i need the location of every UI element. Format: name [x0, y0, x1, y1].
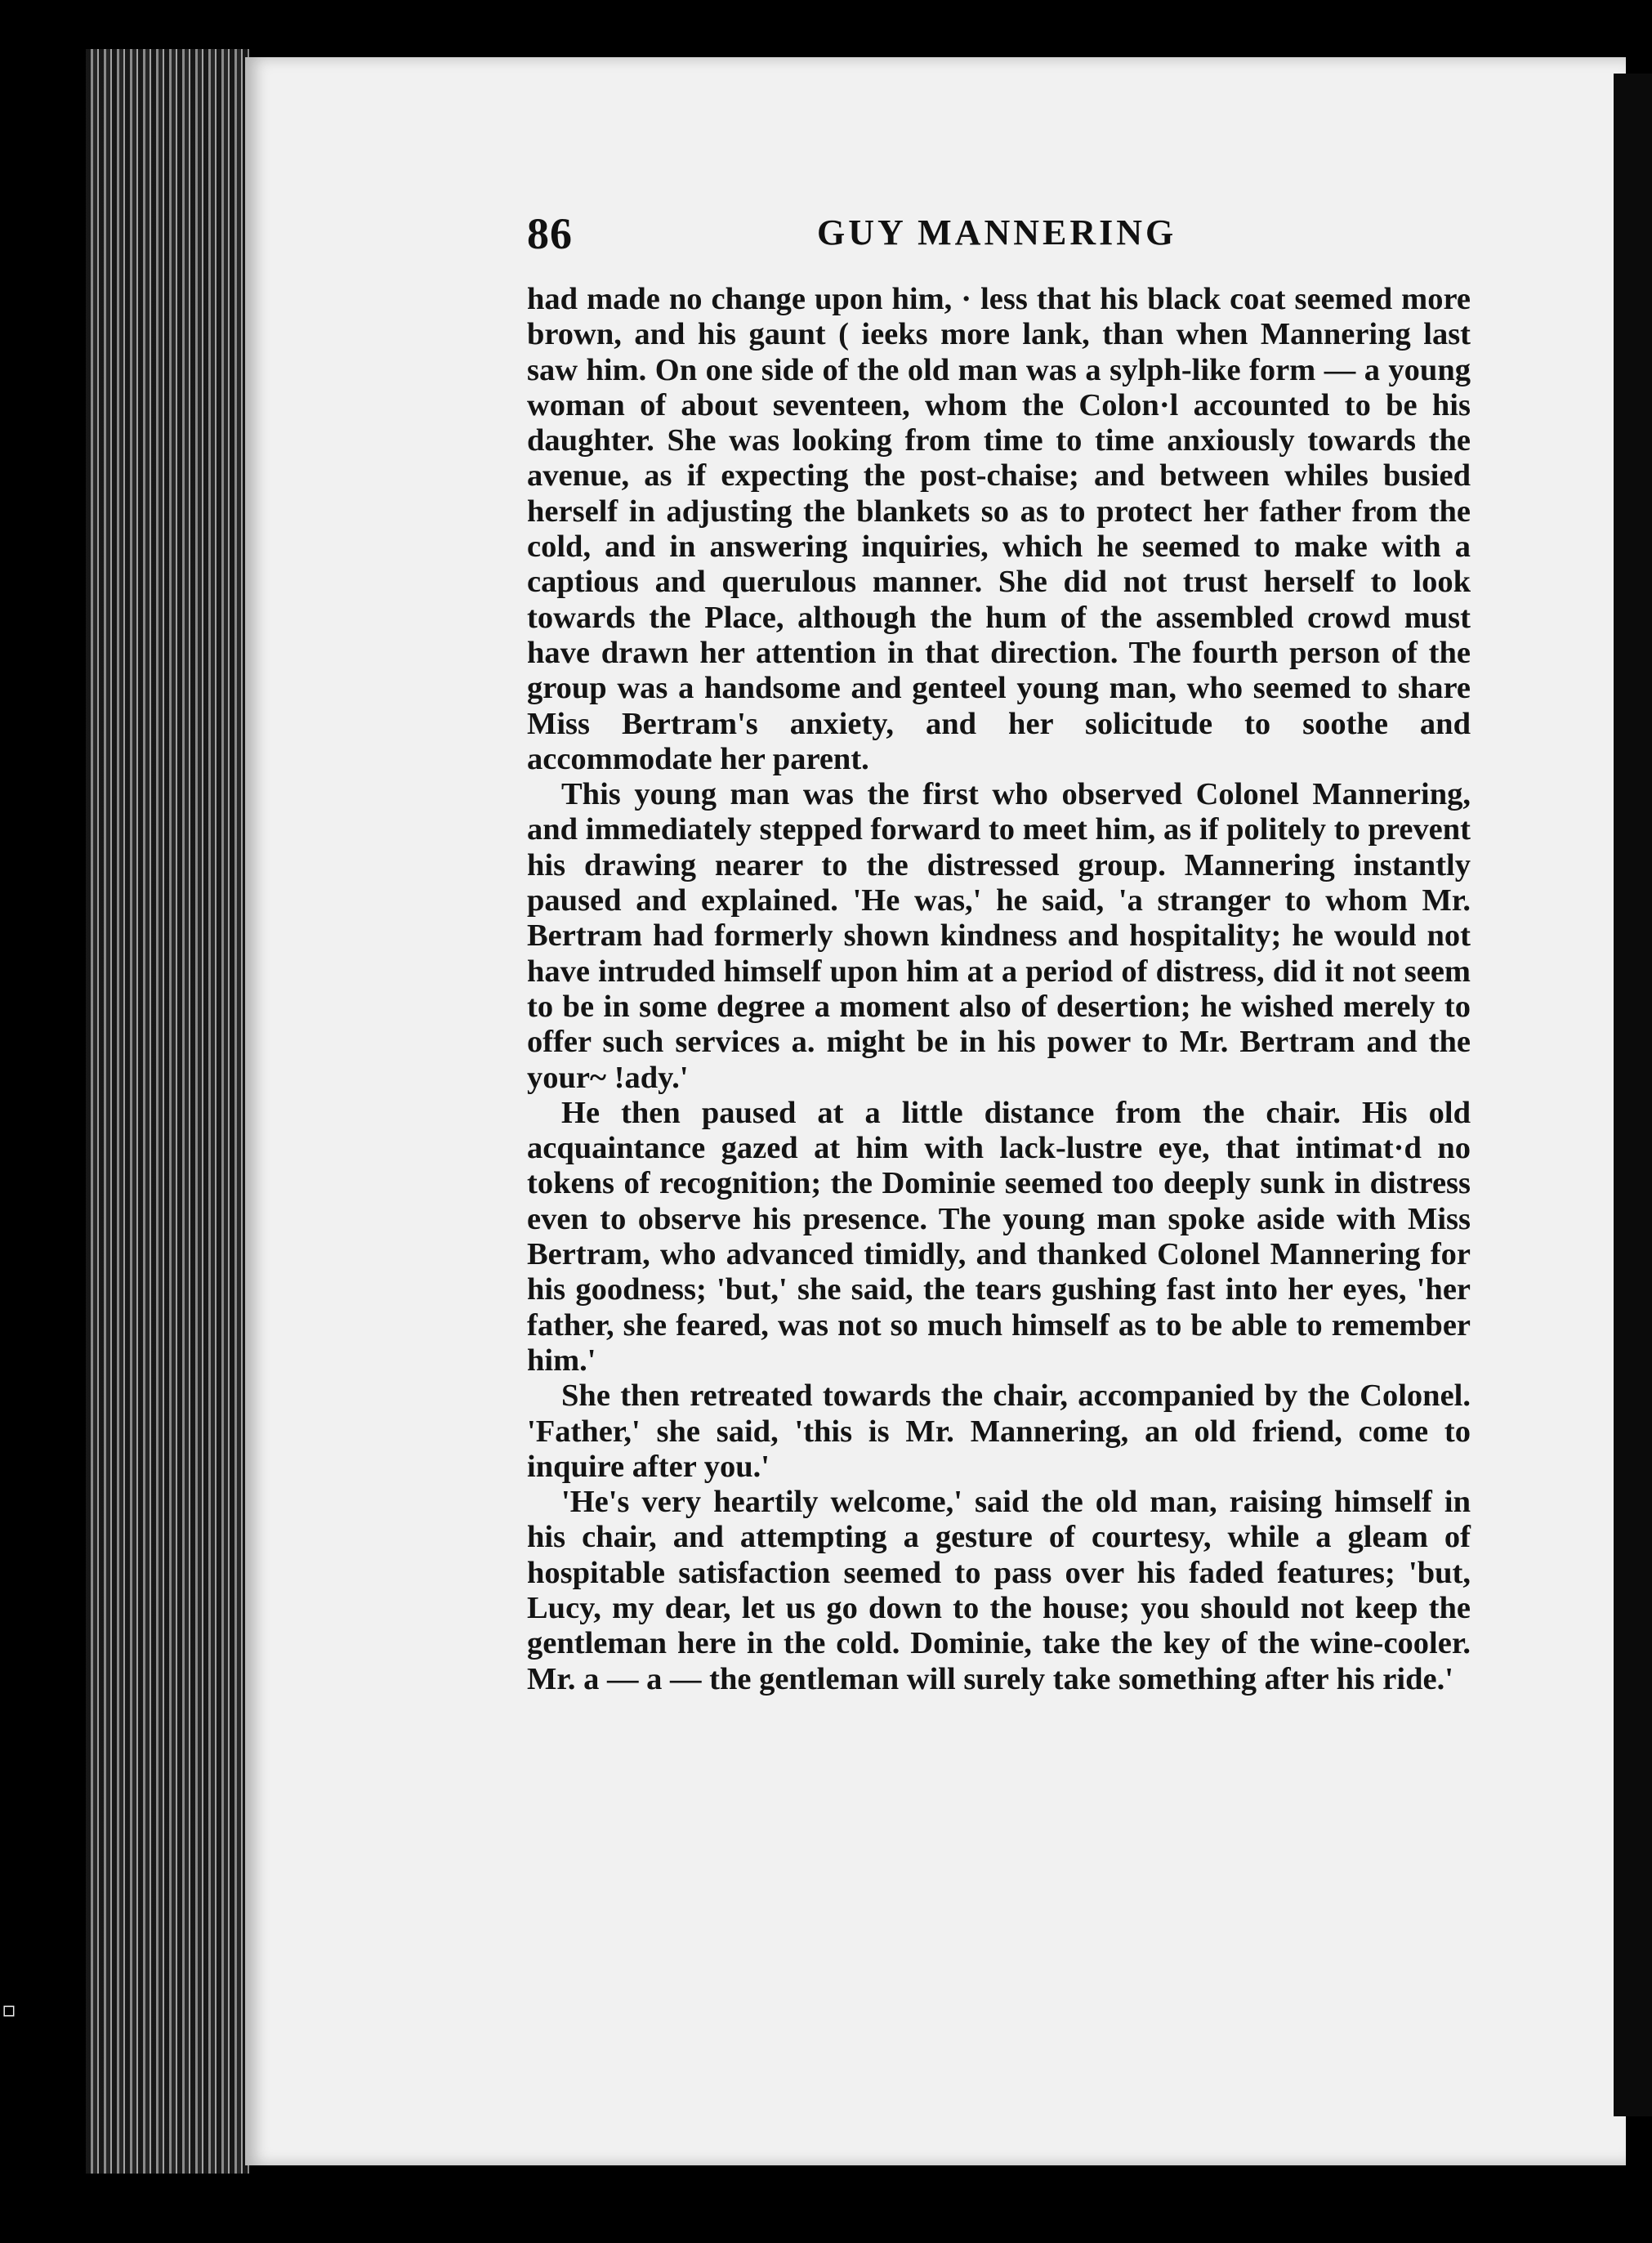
paragraph: She then retreated towards the chair, accompanied by the Colonel. 'Father,' she said, 'this is Mr. Mannering, an old friend, come to inquire after you.' [527, 1378, 1471, 1484]
page-header [527, 208, 1471, 266]
body-text [527, 282, 1471, 1697]
paragraph: had made no change upon him, · less that his black coat seemed more brown, and his gaunt ( ieeks more lank, than when Mannering last saw him. On one side of the old man was a sylph-like form — a young woman of about seventeen, whom the Colon·l accounted to be his daughter. She was looking from time to time anxiously towards the avenue, as if expecting the post-chaise; and between whiles busied herself in adjusting the blankets so as to protect her father from the cold, and in answering inquiries, which he seemed to make with a captious and querulous manner. She did not trust herself to look towards the Place, although the hum of the assembled crowd must have drawn her attention in that direction. The fourth person of the group was a handsome and genteel young man, who seemed to share Miss Bertram's anxiety, and her solicitude to soothe and accommodate her parent. [527, 282, 1471, 776]
paragraph: 'He's very heartily welcome,' said the old man, raising himself in his chair, and attempting a gesture of courtesy, while a gleam of hospitable satisfaction seemed to pass over his faded features; 'but, Lucy, my dear, let us go down to the house; you should not keep the gentleman here in the cold. Dominie, take the key of the wine-cooler. Mr. a — a — the gentleman will surely take something after his ride.' [527, 1485, 1471, 1696]
gutter-shadow [1614, 74, 1652, 2116]
running-title: GUY MANNERING [817, 212, 1177, 252]
paragraph: He then paused at a little distance from the chair. His old acquaintance gazed at him with lack-lustre eye, that intimat·d no tokens of recognition; the Dominie seemed too deeply sunk in distress even to observe his presence. The young man spoke aside with Miss Bertram, who advanced timidly, and thanked Colonel Mannering for his goodness; 'but,' she said, the tears gushing fast into her eyes, 'her father, she feared, was not so much himself as to be able to remember him.' [527, 1095, 1471, 1378]
paragraph: This young man was the first who observed Colonel Mannering, and immediately stepped forward to meet him, as if politely to prevent his drawing nearer to the distressed group. Mannering instantly paused and explained. 'He was,' he said, 'a stranger to whom Mr. Bertram had formerly shown kindness and hospitality; he would not have intruded himself upon him at a period of distress, did it not seem to be in some degree a moment also of desertion; he wished merely to offer such services a. might be in his power to Mr. Bertram and the your~ !ady.' [527, 777, 1471, 1095]
book-page-edges [86, 49, 249, 2174]
scan-corner-mark: ▫ [2, 1998, 16, 2022]
page-number: 86 [527, 209, 573, 258]
